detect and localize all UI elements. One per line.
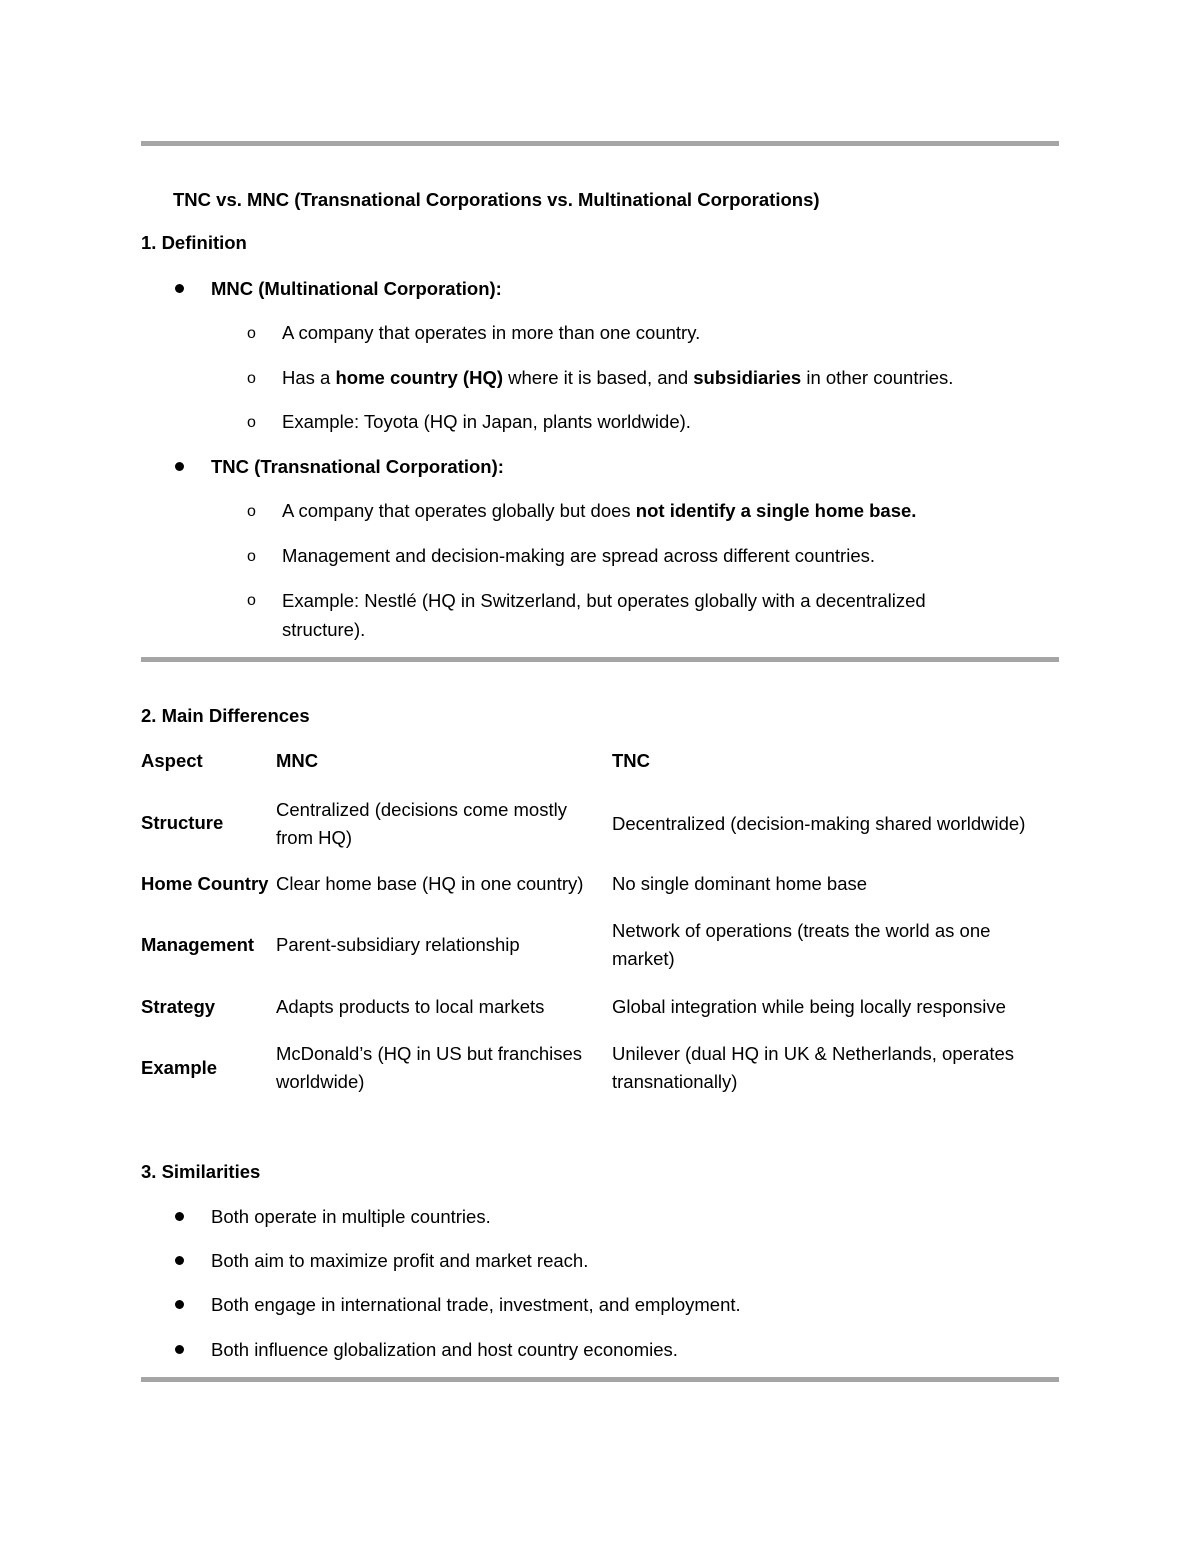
sub-bullet-icon: o bbox=[247, 414, 256, 431]
sub-bullet-icon: o bbox=[247, 503, 256, 520]
tnc-item-1-bold: not identify a single home base. bbox=[635, 500, 917, 521]
table-cell-aspect: Strategy bbox=[141, 996, 216, 1017]
mnc-item-2 bbox=[282, 364, 953, 392]
mnc-item-2-text: in other countries. bbox=[801, 367, 954, 388]
mnc-item-2-text: where it is based, and bbox=[503, 367, 694, 388]
bullet-icon bbox=[175, 1300, 184, 1309]
sub-bullet-icon: o bbox=[247, 325, 256, 342]
table-cell-aspect: Structure bbox=[141, 812, 224, 833]
bullet-icon bbox=[175, 462, 184, 471]
table-header-tnc: TNC bbox=[612, 750, 651, 771]
table-cell-aspect: Management bbox=[141, 934, 255, 955]
section-2-heading: 2. Main Differences bbox=[141, 705, 310, 726]
table-cell-mnc: McDonald’s (HQ in US but franchises worldwide) bbox=[276, 1043, 583, 1092]
tnc-item-3: Example: Nestlé (HQ in Switzerland, but operates globally with a decentralized structure). bbox=[282, 590, 926, 640]
tnc-item-1 bbox=[282, 497, 916, 525]
tnc-item-2: Management and decision-making are spread across different countries. bbox=[282, 545, 876, 566]
mnc-item-1: A company that operates in more than one country. bbox=[282, 322, 701, 343]
table-cell-aspect: Home Country bbox=[141, 873, 269, 894]
bullet-icon bbox=[175, 1212, 184, 1221]
section-3-heading: 3. Similarities bbox=[141, 1161, 261, 1182]
table-cell-mnc: Clear home base (HQ in one country) bbox=[276, 873, 584, 894]
mnc-item-2-bold: home country (HQ) bbox=[335, 367, 503, 388]
mnc-label: MNC (Multinational Corporation): bbox=[211, 278, 502, 299]
horizontal-rule bbox=[141, 1377, 1059, 1382]
sub-bullet-icon: o bbox=[247, 548, 256, 565]
table-cell-tnc: Network of operations (treats the world as one market) bbox=[612, 920, 991, 969]
similarity-item: Both aim to maximize profit and market reach. bbox=[211, 1250, 589, 1271]
mnc-item-2-text: Has a bbox=[282, 367, 336, 388]
sub-bullet-icon: o bbox=[247, 370, 256, 387]
bullet-icon bbox=[175, 284, 184, 293]
table-cell-tnc: Global integration while being locally responsive bbox=[612, 996, 1006, 1017]
bullet-icon bbox=[175, 1345, 184, 1354]
mnc-item-3: Example: Toyota (HQ in Japan, plants worldwide). bbox=[282, 411, 691, 432]
bullet-icon bbox=[175, 1256, 184, 1265]
table-header-mnc: MNC bbox=[276, 750, 319, 771]
table-cell-mnc: Parent-subsidiary relationship bbox=[276, 934, 520, 955]
horizontal-rule bbox=[141, 657, 1059, 662]
table-header-aspect: Aspect bbox=[141, 750, 203, 771]
similarity-item: Both engage in international trade, investment, and employment. bbox=[211, 1294, 741, 1315]
table-cell-mnc: Adapts products to local markets bbox=[276, 996, 545, 1017]
similarity-item: Both operate in multiple countries. bbox=[211, 1206, 491, 1227]
table-cell-tnc: No single dominant home base bbox=[612, 873, 868, 894]
table-cell-aspect: Example bbox=[141, 1057, 218, 1078]
mnc-item-2-bold: subsidiaries bbox=[693, 367, 802, 388]
sub-bullet-icon: o bbox=[247, 592, 256, 609]
tnc-item-1-text: A company that operates globally but does bbox=[282, 500, 636, 521]
section-1-heading: 1. Definition bbox=[141, 232, 247, 253]
document-title: TNC vs. MNC (Transnational Corporations vs. Multinational Corporations) bbox=[173, 189, 820, 210]
horizontal-rule bbox=[141, 141, 1059, 146]
table-cell-tnc: Unilever (dual HQ in UK & Netherlands, operates transnationally) bbox=[612, 1043, 1015, 1092]
tnc-label: TNC (Transnational Corporation): bbox=[211, 456, 504, 477]
table-cell-tnc: Decentralized (decision-making shared worldwide) bbox=[612, 813, 1026, 834]
table-cell-mnc: Centralized (decisions come mostly from HQ) bbox=[276, 799, 567, 848]
similarity-item: Both influence globalization and host country economies. bbox=[211, 1339, 678, 1360]
